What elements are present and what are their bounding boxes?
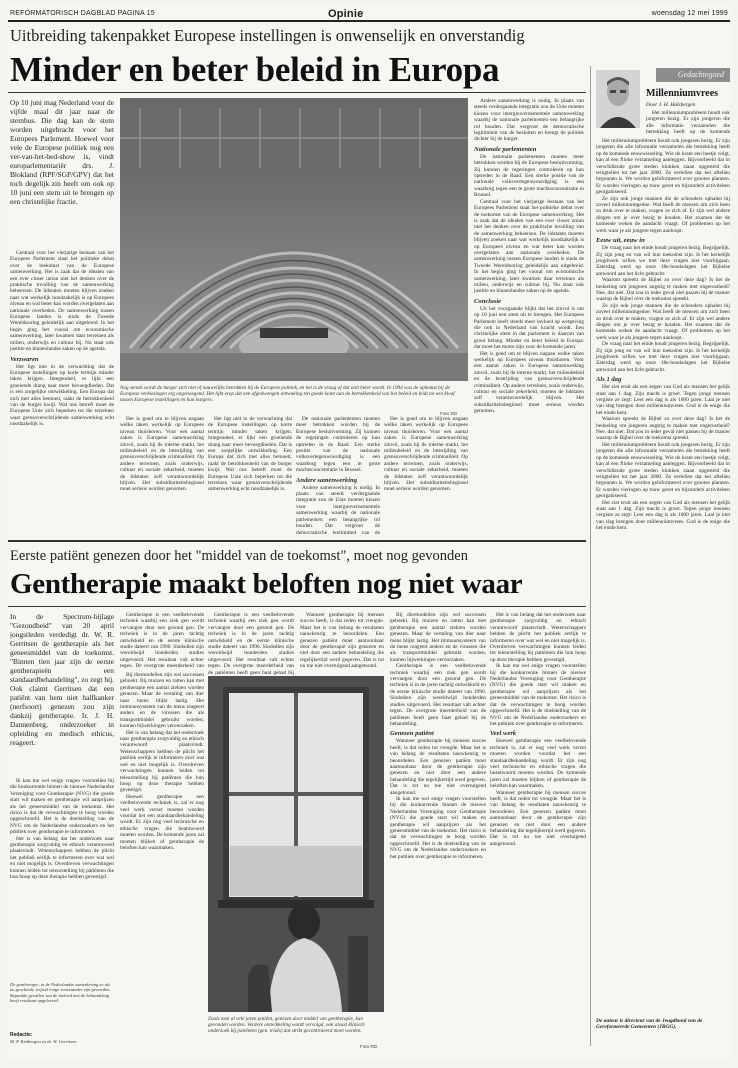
article1-kicker: Uitbreiding takenpakket Europese instellingen is onwenselijk en onverstandig bbox=[10, 26, 525, 45]
article1-column-c bbox=[208, 416, 292, 534]
sidebar-body-text-9: Het millenniumprobleem houdt ook jongeren bezig. Er zijn jongeren die alle informatie verzamelen die betrekking heeft op de komende eeuwwisseling. Wie de krant een beetje volgt, kan al een flinke verzameling aanleggen. Bijvoorbeeld dat in verschillende grote steden klokken staan opgesteld die terugtellen tot het jaar 2000. Ze vertellen dat het aftellen begonnen is. We worden geïnformeerd over grootse plannen. Er worden vieringen op touw gezet en bijzondere activiteiten georganiseerd. bbox=[596, 441, 730, 500]
article2-column-e bbox=[390, 612, 486, 1042]
masthead bbox=[8, 6, 730, 22]
sidebar-separator bbox=[590, 66, 591, 1046]
article2-column-f-text-4: Wanneer gentherapie bij mensen succes heeft, is dat reden tot vreugde. Maar het is van belang de resultaten nauwkeurig te beoordelen. Een genezen patiënt moet aantoonbaar door de gentherapie zijn genezen en niet door een andere behandeling die tegelijkertijd werd gegeven. Dat is tot nu toe niet overtuigend aangetoond. bbox=[490, 789, 586, 847]
article2-column-e-text-3: Wanneer gentherapie bij mensen succes heeft, is dat reden tot vreugde. Maar het is van belang de resultaten nauwkeurig te beoordelen. Een genezen patiënt moet aantoonbaar door de gentherapie zijn genezen en niet door een andere behandeling die tegelijkertijd werd gegeven. Dat is tot nu toe niet overtuigend aangetoond. bbox=[390, 738, 486, 796]
masthead-publication: REFORMATORISCH DAGBLAD PAGINA 15 bbox=[10, 10, 155, 17]
article2-column-c-text: Gentherapie is een veelbelovende techniek waarbij een ziek gen wordt vervangen door een gezond gen. De techniek is in de jaren tachtig ontwikkeld en de eerste klinische studie dateert van 1990. Sindsdien zijn wereldwijd honderden studies uitgevoerd. Het resultaat valt echter tegen. De overgrote meerderheid van de patiënten heeft geen baat gehad bij bbox=[208, 612, 294, 676]
parliament-hemicycle-illustration bbox=[120, 98, 468, 381]
article2-footnote-names: M. P. Rietbergen en dr. W. Gerritsen bbox=[10, 1039, 77, 1044]
author-portrait bbox=[596, 70, 640, 128]
article1-column-f-text-4: Uit het voorgaande blijkt dat het zinvol is om op 10 juni een stem uit te brengen. Het Europees Parlement heeft steeds meer invloed op wetgeving die ook in Nederland van kracht wordt. Een christelijke stem in dat parlement is daarom van groot belang. Minder en beter beleid in Europa: dat moet het motto zijn voor de komende jaren. bbox=[474, 305, 584, 351]
sidebar-body-text-3: De vraag naar het einde houdt jongeren bezig. Begrijpelijk. Zij zijn jong en van wil hun toekomst zijn. Is het kerkelijk jeugdwerk willen we met deze vragen niet voorbijgaan. Zaterdag werd op onze 18e-bondsdagen het Bijbelse antwoord aan het licht gebracht. bbox=[596, 245, 730, 277]
article1-column-d-text-2: Andere samenwerking is nodig. In plaats van steeds verdergaande integratie zou de Unie moeten kiezen voor intergouvernementele samenwerking waarbij de nationale parlementen een belangrijke rol houden. Dat vergroot de democratische legitimiteit van de bbox=[296, 484, 380, 534]
sidebar-title: Millenniumvrees bbox=[646, 88, 719, 99]
article1-column-f bbox=[474, 98, 584, 534]
article1-column-d-text: De nationale parlementen moeten meer betrokken worden bij de Europese besluitvorming. Zij kunnen de regeringen controleren op hun optreden in de Raad. Een sterke positie van de nationale volksvertegenwoordiging is een waarborg tegen een te grote machtsconcentratie in Brussel. bbox=[296, 416, 380, 474]
article-separator bbox=[8, 540, 586, 542]
article2-column-f bbox=[490, 612, 586, 1042]
parliament-photo bbox=[120, 98, 468, 381]
article1-column-f-text-2: De nationale parlementen moeten meer betrokken worden bij de Europese besluitvorming. Zij kunnen de regeringen controleren op hun optreden in de Raad. Een sterke positie van de nationale volksvertegenwoordiging is een waarborg tegen een te grote machtsconcentratie in Brussel. bbox=[474, 153, 584, 199]
sidebar-signoff: De auteur is directeur van de Jeugdbond van de Gereformeerde Gemeenten (JBGG). bbox=[596, 1018, 703, 1030]
article1-column-c-text: Het ligt niet in de verwachting dat de Europese instellingen op korte termijn minder taken krijgen. Integendeel, er lijkt een groeiende drang naar meer bevoegdheden. Dat is een zorgelijke ontwikkeling. Een Europa dat zich met alles bemoeit, raakt de betrokkenheid van de burger kwijt. Wat ons betreft moet de Europese Unie zich beperken tot die terreinen waar grensoverschrijdende samenwerking echt noodzakelijk is. bbox=[208, 416, 292, 493]
article2-footnote: De gentherapie, in de Nederlandse samenleving zo als nu geschiedt, vrijwel enige voorstander zijn geworden. Bepaalde gevallen van de invloed met de behandeling heeft resultaat opgeleverd. bbox=[10, 982, 111, 1004]
sidebar-body bbox=[596, 138, 730, 1044]
article2-kicker: Eerste patiënt genezen door het "middel van de toekomst", moet nog gevonden bbox=[10, 548, 468, 564]
article2-column-a-text: Ik kan me wel enige vragen voorstellen bij die konkurrentie binnen de nieuwe Nederlandse Vereniging voor Gentherapie (NVG) die goede start wil maken en gentherapie wil aanprijzen als het geneesmiddel van de toekomst. Het risico is dat de verwachtingen te hoog worden opgeschroefd. Het is de doelstelling van de NVG om de Nederlandse onderzoekers en het publiek over gentherapie te informeren. bbox=[10, 778, 114, 836]
article1-column-a bbox=[10, 250, 114, 534]
article2-top-rule bbox=[8, 606, 586, 607]
article1-column-b-text: Het is goed om te blijven nagaan welke taken werkelijk op Europees niveau thuishoren. Voor een aantal zaken is Europese samenwerking zinvol, zoals bij de interne markt, het milieubeleid en de bestrijding van grensoverschrijdende criminaliteit. Op andere terreinen, zoals onderwijs, cultuur en sociale zekerheid, moeten de lidstaten zelf verantwoordelijk blijven. Het subsidiariteitsbeginsel moet serieus worden genomen. bbox=[120, 416, 204, 493]
article2-subhead-veel: Veel werk bbox=[490, 730, 517, 738]
article2-column-b-text: Bij diermodellen zijn wel successen geboekt. Bij muizen en ratten kan met gentherapie een aantal ziekten worden genezen. Maar de vertaling van dier naar mens blijkt lastig. Het immuunsysteem van de mens reageert anders en de virussen die als transportmiddel gebruikt worden, kunnen bijwerkingen veroorzaken. bbox=[120, 672, 204, 730]
masthead-date: woensdag 12 mei 1999 bbox=[651, 10, 728, 17]
article1-top-rule bbox=[8, 92, 586, 93]
sidebar-subhead-dag: Als 1 dag bbox=[596, 376, 622, 384]
article1-subhead-nationale: Nationale parlementen bbox=[474, 145, 537, 153]
article1-column-e bbox=[384, 416, 468, 534]
article2-column-b-text-2: Het is van belang dat het onderzoek naar gentherapie zorgvuldig en ethisch verantwoord plaatsvindt. Wetenschappers hebben de plicht het publiek eerlijk te informeren over wat wel en niet mogelijk is. Overdreven verwachtingen kunnen leiden tot teleurstelling bij patiënten die hun hoop op deze therapie hebben gevestigd. bbox=[120, 729, 204, 794]
article2-column-f-text-2: Ik kan me wel enige vragen voorstellen bij die konkurrentie binnen de nieuwe Nederlandse Vereniging voor Gentherapie (NVG) die goede start wil maken en gentherapie wil aanprijzen als het geneesmiddel van de toekomst. Het risico is dat de verwachtingen te hoog worden opgeschroefd. Het is de doelstelling van de NVG om de Nederlandse onderzoekers en het publiek over gentherapie te informeren. bbox=[490, 663, 586, 727]
article2-footnote-label: Redactie: bbox=[10, 1032, 33, 1038]
sidebar-body-text-7: Het ziet eruit als een zegen van God als mensen het gelijk staat aan 1 dag. Zijn macht is groot. Tegen jonge mensen vergiste ze zegt: Leer een dag is als 1000 jaren. Laat je niet van slag brengen door millenniumvrees. God is de enige die het einde kent. bbox=[596, 384, 730, 416]
article1-column-f-text-3: Centraal voor het vierjarige bestaan van het Europees Parlement staat het politieke debat over de toekomst van de Europese samenwerking. Het is zaak dat de idealen van een ever closer union niet het denken over de praktische invulling van de samenwerking beheersen. De lidstaten moeten blijven zoeken naar wat werkelijk noodzakelijk is op Europees niveau en wat beter kan worden overgelaten aan nationale overheden. De samenwerking tussen Europese landen is sinds de Tweede Wereldoorlog geleidelijk aan uitgebreid. In het begin ging het vooral om economische samenwerking, later kwamen daar terreinen als milieu, onderwijs en cultuur bij. Nu staat ook justitie en binnenlandse zaken op de agenda. bbox=[474, 198, 584, 295]
article2-column-b bbox=[120, 672, 204, 1042]
article2-column-e-text: Bij diermodellen zijn wel successen geboekt. Bij muizen en ratten kan met gentherapie een aantal ziekten worden genezen. Maar de vertaling van dier naar mens blijkt lastig. Het immuunsysteem van de mens reageert anders en de virussen die als transportmiddel gebruikt worden, kunnen bijwerkingen veroorzaken. bbox=[390, 612, 486, 663]
article1-subhead-conclusie: Conclusie bbox=[474, 297, 502, 305]
article2-column-e-text-2: Gentherapie is een veelbelovende techniek waarbij een ziek gen wordt vervangen door een gezond gen. De techniek is in de jaren tachtig ontwikkeld en de eerste klinische studie dateert van 1990. Sindsdien zijn wereldwijd honderden studies uitgevoerd. Het resultaat valt echter tegen. De overgrote meerderheid van de patiënten heeft geen baat gehad bij de behandeling. bbox=[390, 663, 486, 727]
parliament-photo-caption: Nog steeds wordt de burger zich niet of nauwelijks betrokken bij de Europese politiek, en het is de vraag of dat ooit beter wordt. In 1994 was de opkomst bij de Europese verkiezingen erg ongenoegend. Het lijkt erop dat een afgedwongen ontwaking ten goede komt aan de betrokkenheid van het beleid en leidt tot een kloof tussen Europese instellingen en hun burgers. bbox=[120, 385, 455, 404]
article2-column-b-text-3: Hoewel gentherapie een veelbelovende techniek is, zal er nog veel werk verzet moeten worden voordat het een standaardbehandeling wordt. Er zijn nog veel technische en ethische vragen die beantwoord moeten worden. De komende jaren zal moeten blijken of gentherapie de beloften kan waarmaken. bbox=[120, 793, 204, 851]
sidebar-lead bbox=[646, 110, 730, 136]
article1-headline: Minder en beter beleid in Europa bbox=[10, 50, 500, 89]
article2-column-b-top bbox=[120, 612, 204, 668]
article2-column-a bbox=[10, 778, 114, 978]
sidebar-body-text-2: Ze zijn ook jonge mannen die de schouders ophalen bij zoveel millenniumgedoe. Wat beeft de mensen om zich heen zo druk over te maken, vragen ze zich af. Er zijn wel andere dingen om je over bezig te houden. Het examen dat de komende weken de aandacht vraagt. Of problemen op het werk waar je als jongere tegen aanloopt. bbox=[596, 195, 730, 234]
article2-column-b-top-text: Gentherapie is een veelbelovende techniek waarbij een ziek gen wordt vervangen door een gezond gen. De techniek is in de jaren tachtig ontwikkeld en de eerste klinische studie dateert van 1990. Sindsdien zijn wereldwijd honderden studies uitgevoerd. Het resultaat valt echter tegen. De overgrote meerderheid van bbox=[120, 612, 204, 668]
sidebar-body-text-10: Het ziet eruit als een zegen van God als mensen het gelijk staat aan 1 dag. Zijn macht is groot. Tegen jonge mensen vergiste ze zegt: Leer een dag is als 1000 jaren. Laat je niet van slag brengen door millenniumvrees. God is de enige die het einde kent. bbox=[596, 499, 730, 532]
article2-headline: Gentherapie maakt beloften nog niet waar bbox=[10, 568, 523, 600]
article2-intro: In de Spectrum-bijlage "Gezondheid" van 20 april jongstleden verdedigt dr. W. R. Gerritsen de gentherapie als het geneesmiddel van de toekomst. "Binnen tien jaar zijn de eerste gentherapieën een standaardbehandeling", zo zegt hij. Ook claimt Gerritsen dat een patiënt van hem niet halfkanker (nerfsoort) genezen zou zijn dankzij gentherapie. Ir. J. H. Dannenberg, onderzoeker in opleiding en medisch ethicus, reageert. bbox=[10, 612, 114, 747]
sidebar-body-text-6: De vraag naar het einde houdt jongeren bezig. Begrijpelijk. Zij zijn jong en van wil hun toekomst zijn. Is het kerkelijk jeugdwerk willen we met deze vragen niet voorbijgaan. Zaterdag werd op onze 18e-bondsdagen het Bijbelse antwoord aan het licht gebracht. bbox=[596, 341, 730, 373]
article1-subhead-verzwaren: Verzwaren bbox=[10, 355, 39, 363]
article1-column-f-text-5: Het is goed om te blijven nagaan welke taken werkelijk op Europees niveau thuishoren. Voor een aantal zaken is Europese samenwerking zinvol, zoals bij de interne markt, het milieubeleid en de bestrijding van grensoverschrijdende criminaliteit. Op andere terreinen, zoals onderwijs, cultuur en sociale zekerheid, moeten de lidstaten zelf verantwoordelijk blijven. Het subsidiariteitsbeginsel moet serieus worden genomen. bbox=[474, 350, 584, 415]
article2-column-d-top-text: Wanneer gentherapie bij mensen succes heeft, is dat reden tot vreugde. Maar het is van belang de resultaten nauwkeurig te beoordelen. Een genezen patiënt moet aantoonbaar door de gentherapie zijn genezen en niet door een andere behandeling die tegelijkertijd werd gegeven. Dat is tot nu toe niet overtuigend aangetoond. bbox=[300, 612, 384, 670]
article1-intro: Op 10 juni mag Nederland voor de vijfde maal dit jaar naar de stembus. Die dag kan de stem worden uitgebracht voor het Europees Parlement. Hoewel voor vele de Europese politiek nog een ver-van-het-bed-show is, vindt europarlementariër drs. J. Blokland (RPF/SGP/GPV) dat het toch degelijk zin heeft om ook op 10 juni een stem uit te brengen op een christelijke fractie. bbox=[10, 98, 114, 206]
article1-column-f-text: Andere samenwerking is nodig. In plaats van steeds verdergaande integratie zou de Unie moeten kiezen voor intergouvernementele samenwerking waarbij de nationale parlementen een belangrijke rol houden. Dat vergroot de democratische legitimiteit van de besluiten en brengt de politiek dichter bij de burger. bbox=[474, 98, 584, 143]
newspaper-page bbox=[8, 6, 730, 1060]
parliament-photo-credit: Foto RD bbox=[440, 411, 458, 416]
article2-column-f-text: Het is van belang dat het onderzoek naar gentherapie zorgvuldig en ethisch verantwoord plaatsvindt. Wetenschappers hebben de plicht het publiek eerlijk te informeren over wat wel en niet mogelijk is. Overdreven verwachtingen kunnen leiden tot teleurstelling bij patiënten die hun hoop op deze therapie hebben gevestigd. bbox=[490, 612, 586, 663]
sidebar-body-text-8: Waarom spreekt de Bijbel zo over deze dag? Is het de bedoeling om jongeren angstig te maken met ongerustheid? Nee, dat niet. Dat zou in ieder geval niet passen bij de manier waarop de Bijbel over de toekomst spreekt. bbox=[596, 416, 730, 442]
sidebar-subhead-eeuw: Eeuw uit, eeuw in bbox=[596, 237, 645, 245]
article1-column-b bbox=[120, 416, 204, 534]
masthead-section: Opinie bbox=[328, 8, 364, 20]
article2-column-d-top bbox=[300, 612, 384, 672]
sidebar-lead-text: Het millenniumprobleem houdt ook jongeren bezig. Er zijn jongeren die alle informatie verzamelen die betrekking heeft op de komende bbox=[646, 110, 730, 136]
article2-column-a-text-2: Het is van belang dat het onderzoek naar gentherapie zorgvuldig en ethisch verantwoord plaatsvindt. Wetenschappers hebben de plicht het publiek eerlijk te informeren over wat wel en niet mogelijk is. Overdreven verwachtingen kunnen leiden tot teleurstelling bij patiënten die hun hoop op deze therapie hebben gevestigd. bbox=[10, 835, 114, 881]
article1-column-a-text: Centraal voor het vierjarige bestaan van het Europees Parlement staat het politieke debat over de toekomst van de Europese samenwerking. Het is zaak dat de idealen van een ever closer union niet het denken over de praktische invulling van de samenwerking beheersen. De lidstaten moeten blijven zoeken naar wat werkelijk noodzakelijk is op Europees niveau en wat beter kan worden overgelaten aan nationale overheden. De samenwerking tussen Europese landen is sinds de Tweede Wereldoorlog geleidelijk aan uitgebreid. In het begin ging het vooral om economische samenwerking, later kwamen daar terreinen als milieu, onderwijs en cultuur bij. Nu staat ook justitie en binnenlandse zaken op de agenda. bbox=[10, 250, 114, 353]
patient-photo-caption: Zoals men al vele jaren patiënt, genezen door middel van gentherapie, kan gevonden worden. Verdere ontwikkeling wordt vervolgd, ook alvast klinisch onderzoek bij patiënten (gen. trials) dat strikt gecontroleerd moet worden. bbox=[208, 1016, 365, 1035]
sidebar-body-text-4: Waarom spreekt de Bijbel zo over deze dag? Is het de bedoeling om jongeren angstig te maken met ongerustheid? Nee, dat niet. Dat zou in ieder geval niet passen bij de manier waarop de Bijbel over de toekomst spreekt. bbox=[596, 277, 730, 303]
author-portrait-illustration bbox=[596, 70, 640, 128]
sidebar-body-text-1: Het millenniumprobleem houdt ook jongeren bezig. Er zijn jongeren die alle informatie verzamelen die betrekking heeft op de komende eeuwwisseling. Wie de krant een beetje volgt, kan al een flinke verzameling aanleggen. Bijvoorbeeld dat in verschillende grote steden klokken staan opgesteld die terugtellen tot het jaar 2000. Ze vertellen dat het aftellen begonnen is. We worden geïnformeerd over grootse plannen. Er worden vieringen op touw gezet en bijzondere activiteiten georganiseerd. bbox=[596, 138, 730, 196]
article2-column-e-text-4: Ik kan me wel enige vragen voorstellen bij die konkurrentie binnen de nieuwe Nederlandse Vereniging voor Gentherapie (NVG) die goede start wil maken en gentherapie wil aanprijzen als het geneesmiddel van de toekomst. Het risico is dat de verwachtingen te hoog worden opgeschroefd. Het is de doelstelling van de NVG om de Nederlandse onderzoekers en het publiek over gentherapie te informeren. bbox=[390, 795, 486, 860]
article1-column-e-text: Het is goed om te blijven nagaan welke taken werkelijk op Europees niveau thuishoren. Voor een aantal zaken is Europese samenwerking zinvol, zoals bij de interne markt, het milieubeleid en de bestrijding van grensoverschrijdende criminaliteit. Op andere terreinen, zoals onderwijs, cultuur en sociale zekerheid, moeten de lidstaten zelf verantwoordelijk blijven. Het subsidiariteitsbeginsel moet serieus worden genomen. bbox=[384, 416, 468, 493]
patient-window-illustration bbox=[208, 676, 384, 1012]
patient-photo-credit: Foto RD bbox=[360, 1044, 378, 1049]
sidebar-body-text-5: Ze zijn ook jonge mannen die de schouders ophalen bij zoveel millenniumgedoe. Wat beeft de mensen om zich heen zo druk over te maken, vragen ze zich af. Er zijn wel andere dingen om je over bezig te houden. Het examen dat de komende weken de aandacht vraagt. Of problemen op het werk waar je als jongere tegen aanloopt. bbox=[596, 302, 730, 341]
article2-subhead-genezen: Genezen patiënt bbox=[390, 730, 434, 738]
article1-subhead-samenwerking: Andere samenwerking bbox=[296, 476, 357, 484]
article1-column-d bbox=[296, 416, 380, 534]
sidebar-author: Door J. H. Hülsbergen bbox=[646, 102, 696, 108]
patient-photo bbox=[208, 676, 384, 1012]
article2-column-f-text-3: Hoewel gentherapie een veelbelovende techniek is, zal er nog veel werk verzet moeten worden voordat het een standaardbehandeling wordt. Er zijn nog veel technische en ethische vragen die beantwoord moeten worden. De komende jaren zal moeten blijken of gentherapie de beloften kan waarmaken. bbox=[490, 738, 586, 790]
sidebar-label: Gedachtegoed bbox=[656, 68, 730, 82]
article1-column-a-text-2: Het ligt niet in de verwachting dat de Europese instellingen op korte termijn minder taken krijgen. Integendeel, er lijkt een groeiende drang naar meer bevoegdheden. Dat is een zorgelijke ontwikkeling. Een Europa dat zich met alles bemoeit, raakt de betrokkenheid van de burger kwijt. Wat ons betreft moet de Europese Unie zich beperken tot die terreinen waar grensoverschrijdende samenwerking echt noodzakelijk is. bbox=[10, 363, 114, 428]
